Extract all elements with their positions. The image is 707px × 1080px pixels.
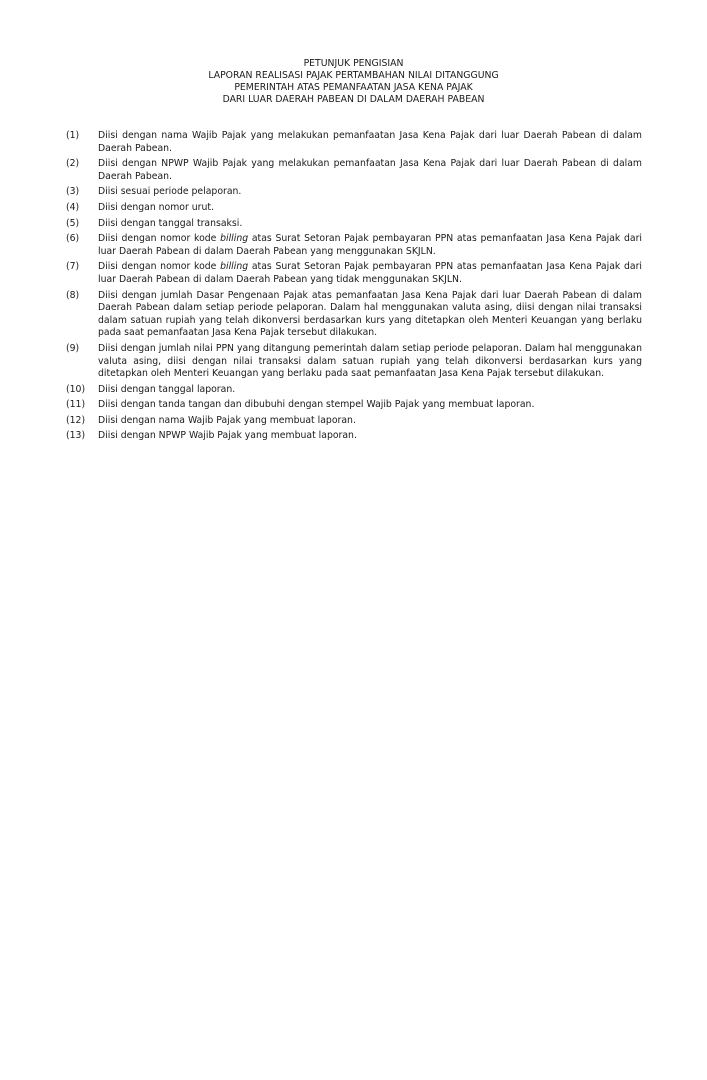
item-text-post: atas Surat Setoran Pajak pembayaran PPN atas pemanfaatan Jasa Kena Pajak dari luar Daerah Pabean di dalam Daerah Pabean yang menggunakan SKJLN. bbox=[98, 233, 642, 257]
item-number: (9) bbox=[66, 342, 80, 354]
item-number: (1) bbox=[66, 130, 80, 141]
item-number: (6) bbox=[66, 233, 80, 245]
item-text: Diisi dengan tanda tangan dan dibubuhi dengan stempel Wajib Pajak yang membuat laporan. bbox=[98, 399, 535, 411]
list-item bbox=[66, 233, 642, 258]
item-text: Diisi dengan nomor urut. bbox=[98, 201, 214, 213]
list-item bbox=[66, 186, 642, 199]
title-line: PETUNJUK PENGISIAN bbox=[303, 58, 404, 69]
item-number: (5) bbox=[66, 217, 80, 229]
item-number: (3) bbox=[66, 186, 80, 198]
item-text bbox=[98, 261, 642, 286]
item-text: Diisi dengan tanggal laporan. bbox=[98, 383, 236, 395]
list-item bbox=[66, 343, 642, 381]
item-text: Diisi dengan jumlah Dasar Pengenaan Pajak atas pemanfaatan Jasa Kena Pajak dari luar Daerah Pabean di dalam Daerah Pabean dalam setiap periode pelaporan. Dalam hal menggunakan valuta asing, diisi dengan nilai transaksi dalam satuan rupiah yang telah dikonversi berdasarkan kurs yang ditetapkan oleh Menteri Keuangan yang berlaku pada saat pemanfaatan Jasa Kena Pajak tersebut dilakukan. bbox=[98, 289, 642, 339]
item-number: (4) bbox=[66, 201, 80, 213]
item-text bbox=[98, 233, 642, 258]
list-item bbox=[66, 130, 642, 155]
instruction-list bbox=[66, 130, 642, 446]
list-item bbox=[66, 399, 642, 412]
item-text: Diisi dengan nama Wajib Pajak yang melakukan pemanfaatan Jasa Kena Pajak dari luar Daerah Pabean di dalam Daerah Pabean. bbox=[98, 130, 642, 154]
item-number: (12) bbox=[66, 414, 86, 426]
list-item bbox=[66, 202, 642, 215]
title-line: PEMERINTAH ATAS PEMANFAATAN JASA KENA PAJAK bbox=[234, 82, 473, 93]
list-item bbox=[66, 158, 642, 183]
item-text: Diisi dengan NPWP Wajib Pajak yang melakukan pemanfaatan Jasa Kena Pajak dari luar Daerah Pabean di dalam Daerah Pabean. bbox=[98, 158, 642, 182]
item-text: Diisi dengan NPWP Wajib Pajak yang membuat laporan. bbox=[98, 430, 357, 442]
item-number: (13) bbox=[66, 430, 86, 442]
item-text: Diisi dengan nama Wajib Pajak yang membuat laporan. bbox=[98, 414, 356, 426]
item-text: Diisi dengan tanggal transaksi. bbox=[98, 217, 243, 229]
list-item bbox=[66, 430, 642, 443]
item-text: Diisi dengan jumlah nilai PPN yang ditangung pemerintah dalam setiap periode pelaporan. Dalam hal menggunakan valuta asing, diisi dengan nilai transaksi dalam satuan rupiah yang telah dikonversi berdasarkan kurs yang ditetapkan oleh Menteri Keuangan yang berlaku pada saat pemanfaatan Jasa Kena Pajak tersebut dilakukan. bbox=[98, 342, 642, 380]
item-text: Diisi sesuai periode pelaporan. bbox=[98, 186, 242, 198]
title-line: LAPORAN REALISASI PAJAK PERTAMBAHAN NILAI DITANGGUNG bbox=[208, 70, 499, 81]
list-item bbox=[66, 218, 642, 231]
item-number: (2) bbox=[66, 158, 80, 170]
list-item bbox=[66, 384, 642, 397]
list-item bbox=[66, 415, 642, 428]
document-title bbox=[0, 58, 707, 106]
item-text-italic: billing bbox=[220, 233, 249, 245]
item-text-post: atas Surat Setoran Pajak pembayaran PPN atas pemanfaatan Jasa Kena Pajak dari luar Daerah Pabean di dalam Daerah Pabean yang tidak menggunakan SKJLN. bbox=[98, 261, 642, 285]
item-text-pre: Diisi dengan nomor kode bbox=[98, 233, 221, 245]
item-text-italic: billing bbox=[220, 261, 249, 273]
item-text-pre: Diisi dengan nomor kode bbox=[98, 261, 221, 273]
item-number: (7) bbox=[66, 261, 80, 273]
item-number: (8) bbox=[66, 289, 80, 301]
item-number: (10) bbox=[66, 383, 86, 395]
list-item bbox=[66, 261, 642, 286]
item-number: (11) bbox=[66, 399, 86, 411]
list-item bbox=[66, 290, 642, 340]
title-line: DARI LUAR DAERAH PABEAN DI DALAM DAERAH PABEAN bbox=[222, 94, 485, 105]
